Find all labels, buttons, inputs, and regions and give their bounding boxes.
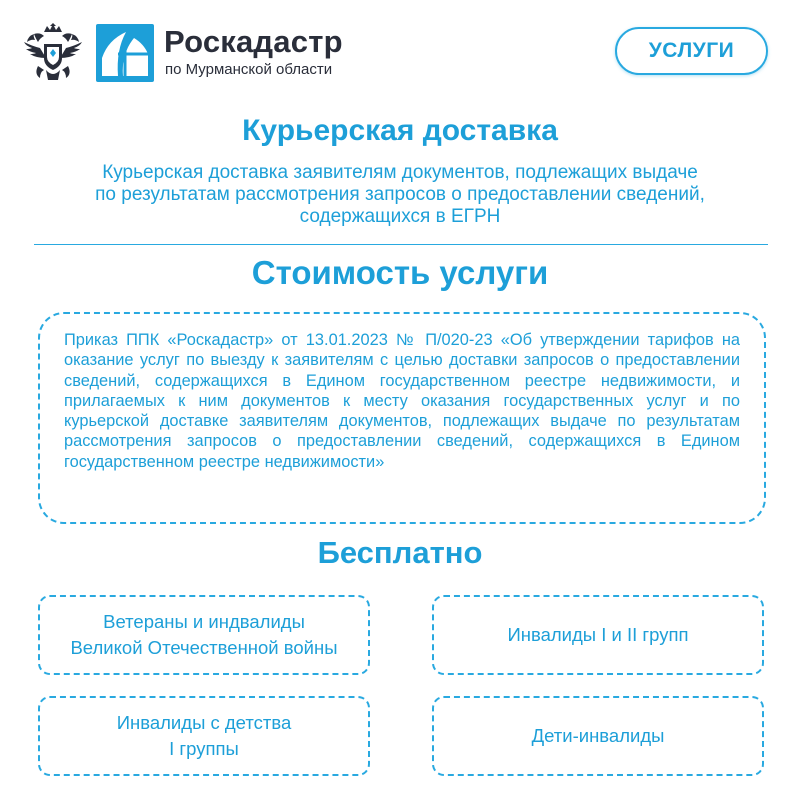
order-box	[38, 312, 766, 524]
category-line: Великой Отечественной войны	[70, 637, 338, 658]
services-button[interactable]: УСЛУГИ	[615, 27, 768, 75]
category-card	[38, 696, 370, 776]
category-line: Ветераны и индвалиды	[103, 611, 305, 632]
category-card	[432, 595, 764, 675]
roskadastr-logo-icon	[96, 24, 154, 82]
subtitle-line: содержащихся в ЕГРН	[299, 206, 501, 227]
order-text: Приказ ППК «Роскадастр» от 13.01.2023 № П/020-23 «Об утверждении тарифов на оказание услуг по выезду к заявителям с целью доставки запросов о предоставлении сведений, содержащихся в Едином государственном реестре недвижимости, и прилагаемых к ним документов к месту оказания государственных услуг и по курьерской доставке заявителям документов, подлежащих выдаче по результатам рассмотрения запросов о предоставлении сведений, содержащихся в Едином государственном реестре недвижимости»	[64, 331, 740, 471]
double-headed-eagle-icon	[20, 22, 86, 84]
category-card	[38, 595, 370, 675]
free-title: Бесплатно	[317, 535, 483, 570]
subtitle-line: по результатам рассмотрения запросов о предоставлении сведений,	[95, 184, 705, 205]
category-line: I группы	[169, 738, 239, 759]
category-line: Инвалиды с детства	[116, 712, 292, 733]
category-line: Инвалиды I и II групп	[507, 624, 689, 645]
page-subtitle	[0, 162, 800, 228]
cost-title: Стоимость услуги	[251, 254, 549, 291]
subtitle-line: Курьерская доставка заявителям документов, подлежащих выдаче	[102, 162, 698, 183]
page-title: Курьерская доставка	[242, 114, 558, 147]
brand-name: Роскадастр	[164, 24, 343, 59]
brand-subtitle: по Мурманской области	[165, 61, 333, 78]
section-divider	[34, 244, 768, 245]
category-line: Дети-инвалиды	[531, 725, 665, 746]
category-card	[432, 696, 764, 776]
